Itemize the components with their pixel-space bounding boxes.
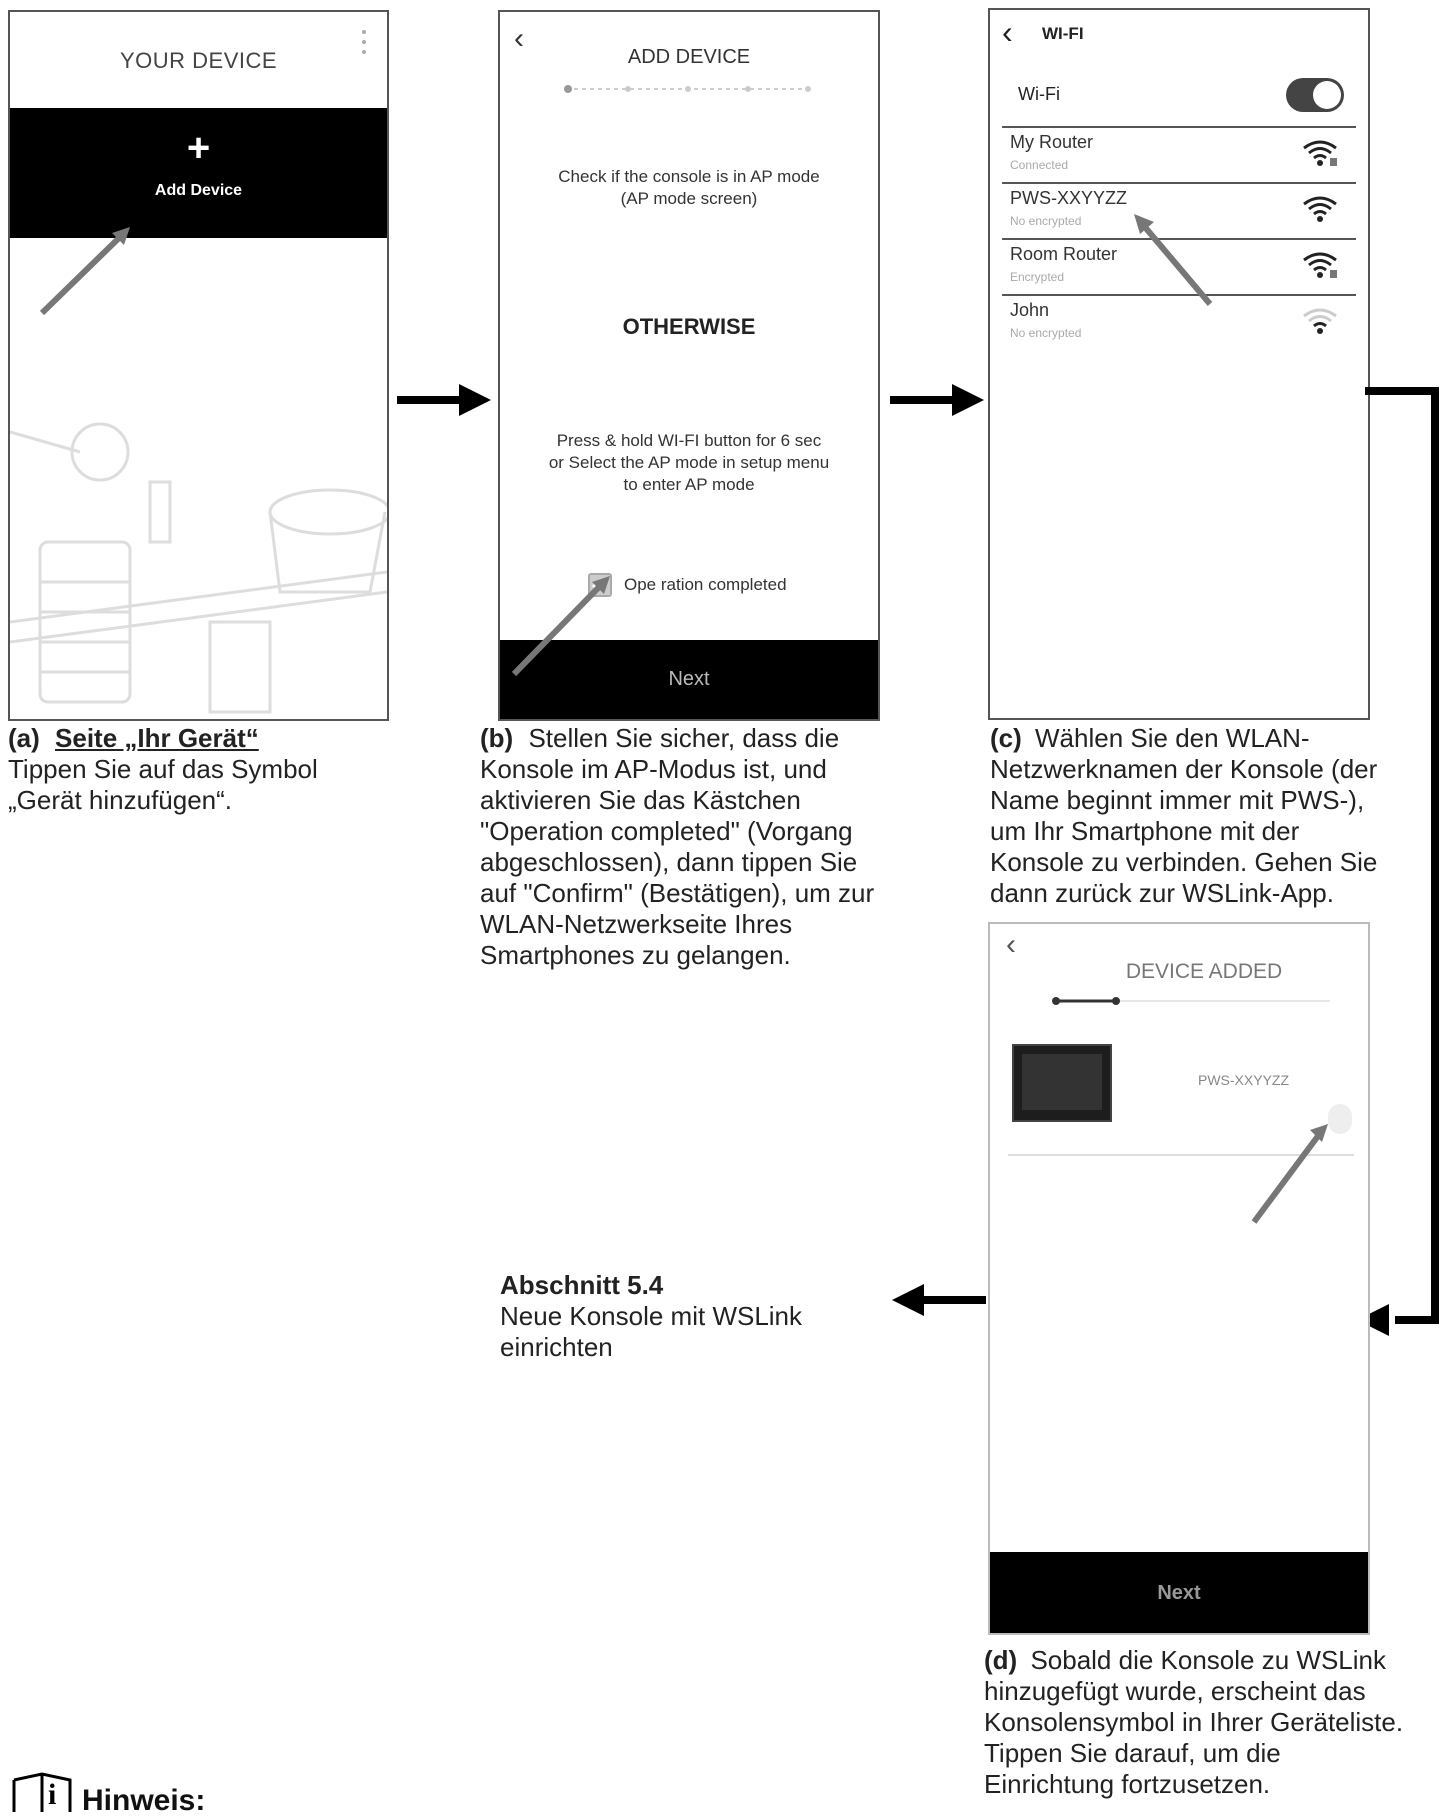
- press-text-line3: to enter AP mode: [623, 475, 755, 494]
- check-text-line2: (AP mode screen): [620, 189, 758, 208]
- wifi-network-name: John: [1010, 300, 1050, 320]
- wifi-toggle-knob: [1313, 81, 1341, 109]
- panel-b-title: ADD DEVICE: [627, 46, 751, 68]
- panel-d-title: DEVICE ADDED: [1125, 960, 1283, 983]
- device-name: PWS-XXYYZZ: [1198, 1072, 1290, 1088]
- wifi-network-status: Connected: [1010, 158, 1069, 172]
- caption-c: [990, 723, 1380, 909]
- wifi-signal-icon: [1302, 194, 1338, 224]
- caption-b: [480, 723, 880, 971]
- caption-c-text: Wählen Sie den WLAN-Netzwerknamen der Konsole (der Name beginnt immer mit PWS-), um Ihr Smartphone mit der Konsole zu verbinden. Gehen Sie dann zurück zur WSLink-App.: [990, 723, 1378, 908]
- next-label-d: Next: [1157, 1582, 1201, 1604]
- check-text: [510, 166, 868, 210]
- add-device-button[interactable]: [10, 108, 387, 238]
- more-vert-icon[interactable]: [361, 28, 367, 58]
- pointer-arrow-c: [1130, 210, 1220, 315]
- check-text-line1: Check if the console is in AP mode: [558, 167, 820, 186]
- wifi-network-name: Room Router: [1010, 244, 1118, 264]
- panel-c-screen: [988, 8, 1370, 720]
- wifi-network-status: No encrypted: [1010, 214, 1082, 228]
- progress-dots-d: [1050, 994, 1340, 1013]
- caption-b-tag: (b): [480, 723, 514, 753]
- caption-a-title: Seite „Ihr Gerät“: [55, 723, 259, 753]
- flow-arrow-ab: [395, 380, 495, 425]
- caption-d-text: Sobald die Konsole zu WSLink hinzugefügt wurde, erscheint das Konsolensymbol in Ihrer Geräteliste. Tippen Sie darauf, um die Einrichtung fortzusetzen.: [984, 1645, 1404, 1799]
- flow-arrow-to-section: [890, 1280, 990, 1325]
- plus-icon: +: [186, 126, 211, 170]
- pointer-arrow-b: [508, 570, 618, 685]
- back-chevron-icon[interactable]: ‹: [1002, 14, 1013, 50]
- panel-c-title: WI-FI: [1042, 24, 1084, 43]
- back-chevron-icon[interactable]: ‹: [1006, 928, 1016, 961]
- press-text-line2: or Select the AP mode in setup menu: [548, 453, 830, 472]
- wifi-signal-icon: [1302, 306, 1338, 336]
- panel-a-screen: [8, 10, 389, 721]
- panel-a-title: YOUR DEVICE: [119, 48, 278, 73]
- wifi-network-status: No encrypted: [1010, 326, 1082, 340]
- pointer-arrow-d: [1246, 1120, 1336, 1235]
- caption-a-text: Tippen Sie auf das Symbol „Gerät hinzufügen“.: [8, 754, 318, 815]
- panel-d-screen: [988, 922, 1370, 1635]
- caption-a-tag: (a): [8, 723, 40, 753]
- back-chevron-icon[interactable]: ‹: [514, 22, 524, 55]
- press-text: [510, 430, 868, 496]
- weather-station-illustration: [10, 392, 387, 719]
- wifi-network-name: PWS-XXYYZZ: [1010, 188, 1128, 208]
- flow-arrow-bc: [888, 380, 988, 425]
- wifi-network-name: My Router: [1010, 132, 1094, 152]
- press-text-line1: Press & hold WI-FI button for 6 sec: [556, 431, 822, 450]
- checkbox-label[interactable]: Ope ration completed: [624, 575, 787, 594]
- progress-dots: [560, 82, 820, 101]
- caption-a: [8, 723, 388, 816]
- wifi-signal-icon: [1302, 250, 1338, 280]
- wifi-network-status: Encrypted: [1010, 270, 1065, 284]
- wifi-toggle[interactable]: [1286, 78, 1344, 112]
- caption-d-tag: (d): [984, 1645, 1018, 1675]
- caption-c-tag: (c): [990, 723, 1022, 753]
- svg-text:i: i: [48, 1778, 57, 1811]
- section-title: Abschnitt 5.4: [500, 1270, 664, 1300]
- pointer-arrow-a: [30, 225, 140, 330]
- caption-d: [984, 1645, 1404, 1800]
- add-device-label: Add Device: [154, 182, 243, 199]
- caption-b-text: Stellen Sie sicher, dass die Konsole im AP-Modus ist, und aktivieren Sie das Kästchen "Operation completed" (Vorgang abgeschlossen), dann tippen Sie auf "Confirm" (Bestätigen), um zur WLAN-Netzwerkseite Ihres Smartphones zu gelangen.: [480, 723, 875, 970]
- otherwise-label: OTHERWISE: [622, 314, 756, 339]
- next-label-b: Next: [668, 668, 710, 690]
- info-book-icon: [12, 1770, 74, 1812]
- wifi-label: Wi-Fi: [1018, 84, 1060, 104]
- console-thumbnail-icon: [1012, 1044, 1112, 1122]
- note-heading: Hinweis:: [82, 1784, 206, 1817]
- section-text: Neue Konsole mit WSLink einrichten: [500, 1301, 803, 1362]
- wifi-signal-icon: [1302, 138, 1338, 168]
- section-reference: [500, 1270, 860, 1363]
- wifi-network-item[interactable]: [1002, 126, 1356, 182]
- next-button-d[interactable]: [990, 1552, 1368, 1635]
